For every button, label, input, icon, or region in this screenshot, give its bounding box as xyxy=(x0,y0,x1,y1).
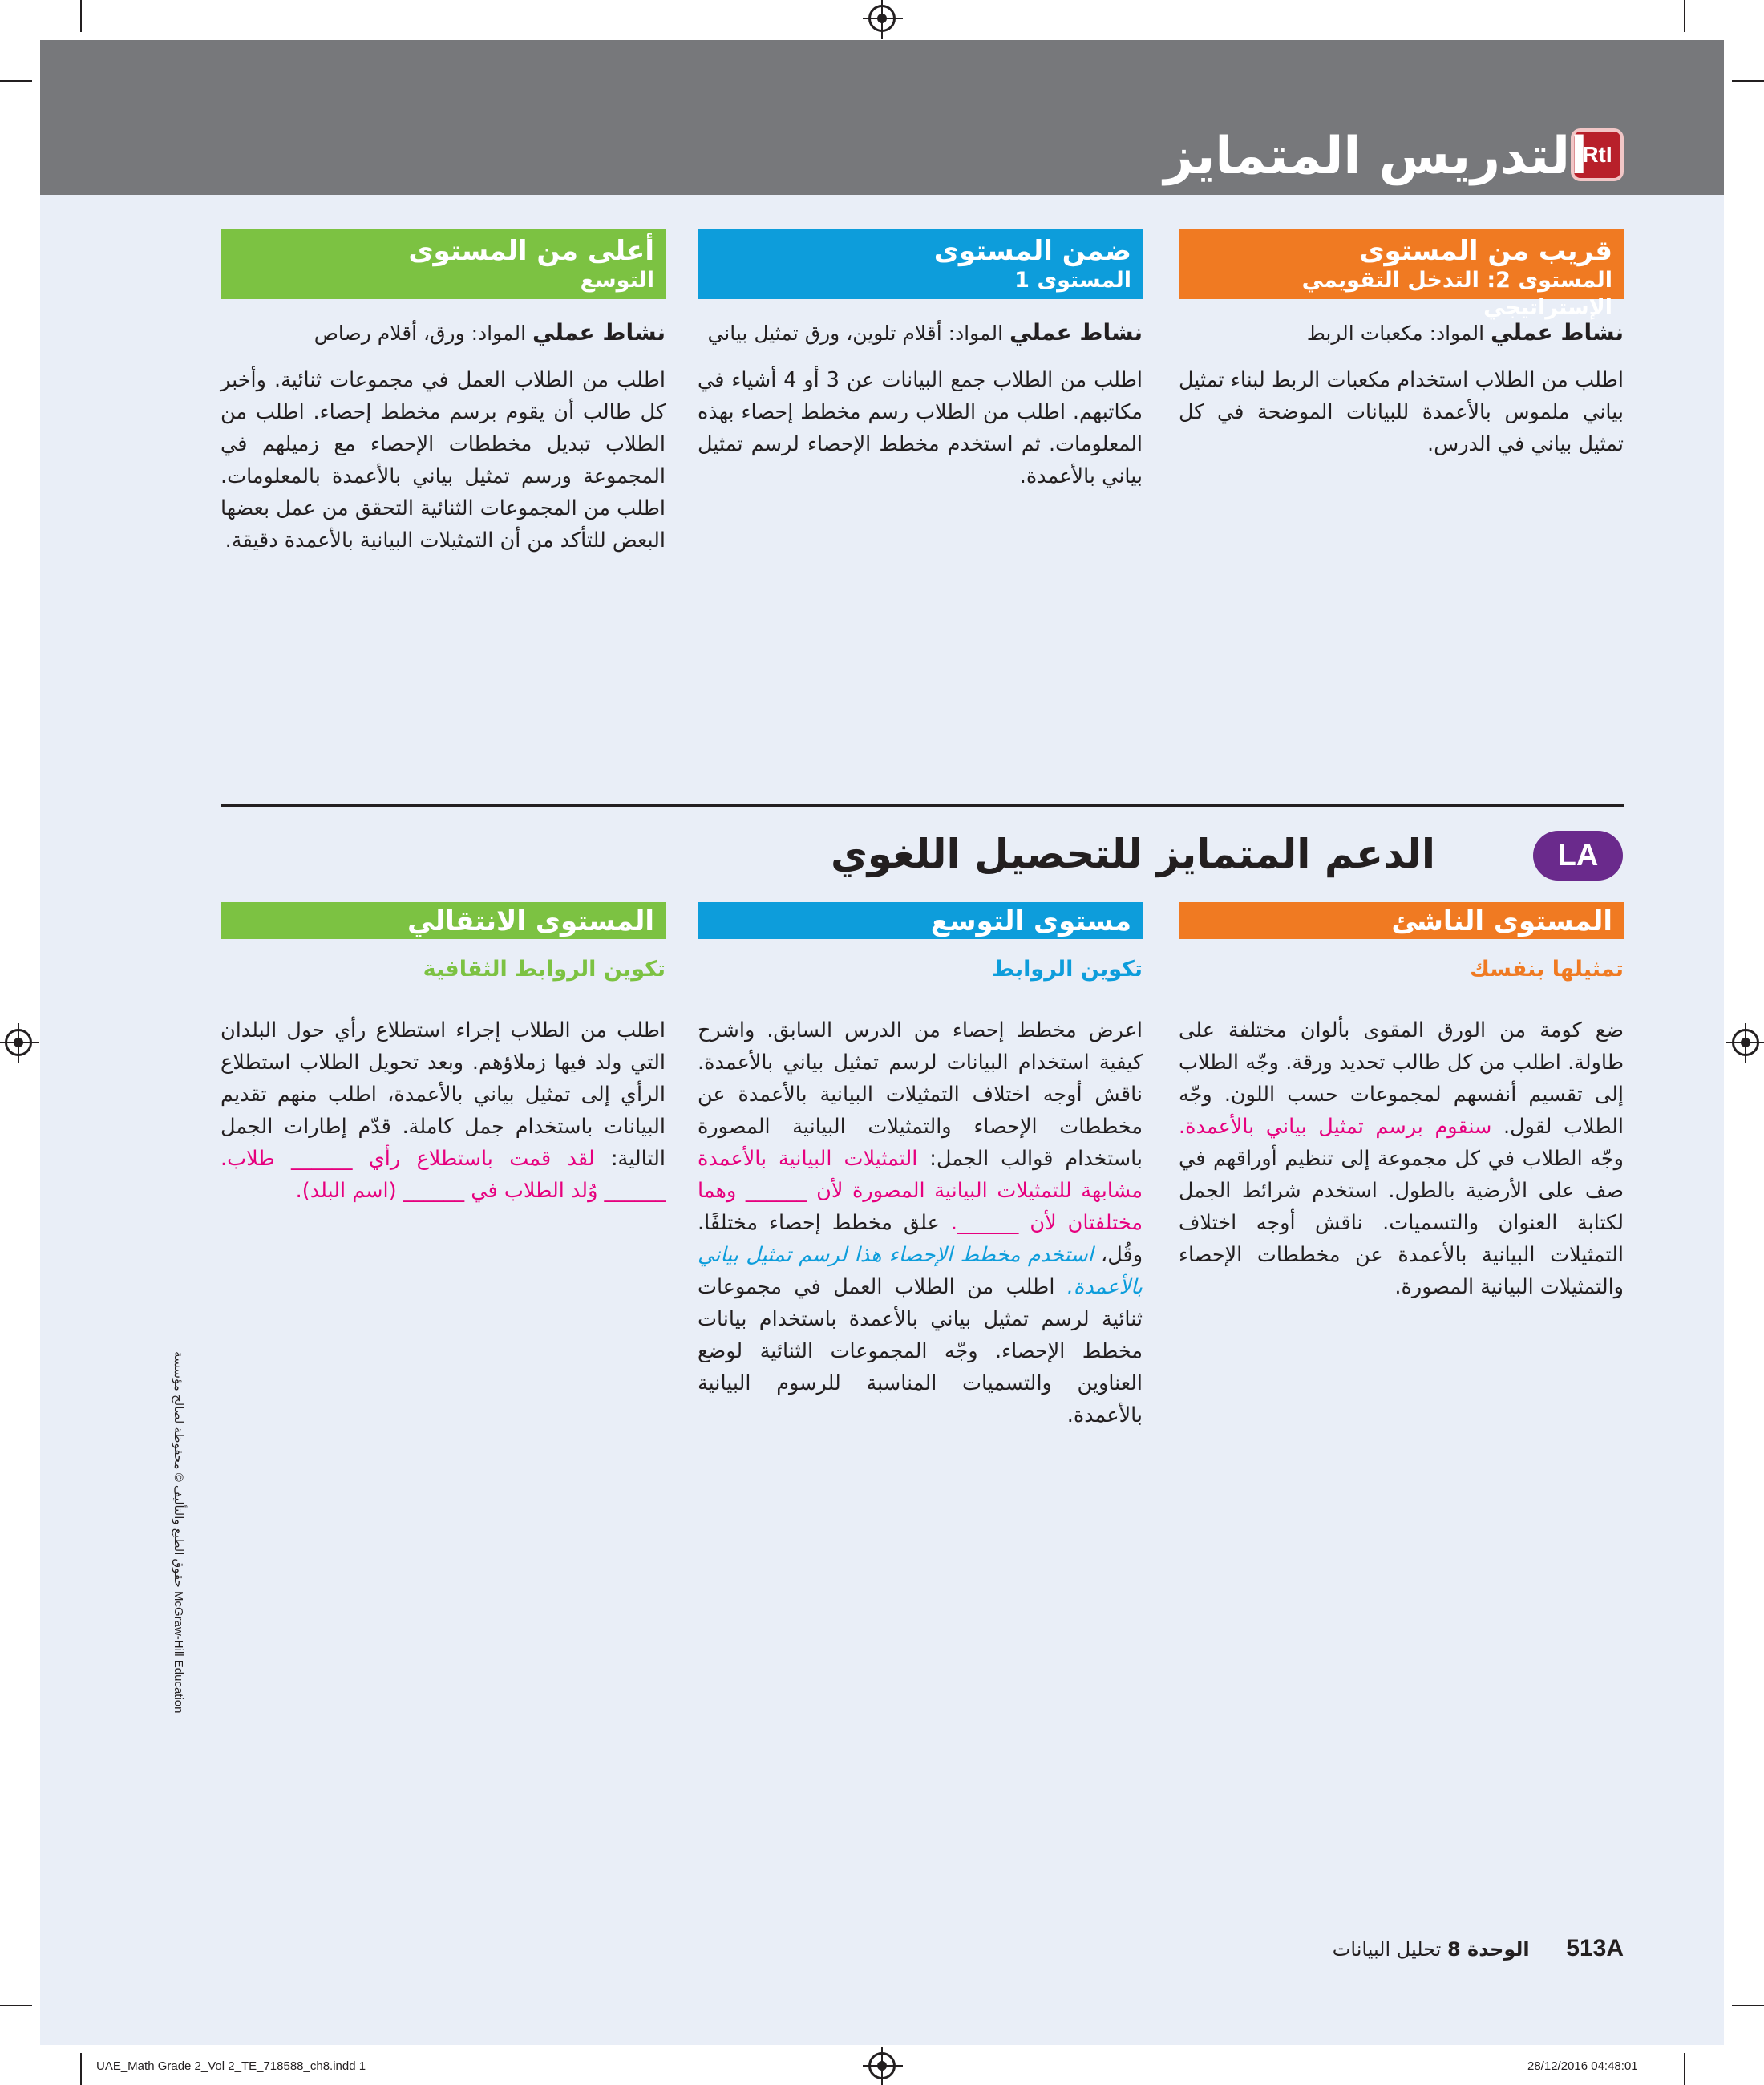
level-header xyxy=(1179,229,1624,320)
crop-mark xyxy=(1732,2005,1764,2006)
activity-line xyxy=(1179,317,1624,350)
sentence-frame: سنقوم برسم تمثيل بياني بالأعمدة. xyxy=(1179,1115,1492,1139)
strategy-title: تكوين الروابط الثقافية xyxy=(423,957,666,982)
strategy-title: تكوين الروابط xyxy=(992,957,1143,982)
la-badge: LA xyxy=(1533,831,1623,881)
rti-column-approaching xyxy=(1179,229,1624,460)
registration-mark-icon xyxy=(868,5,896,32)
level-title: المستوى الناشئ xyxy=(1391,905,1612,937)
print-slug-file: UAE_Math Grade 2_Vol 2_TE_718588_ch8.indd 1 xyxy=(96,2059,366,2073)
section-divider xyxy=(220,804,1624,807)
text-run: وجّه الطلاب في كل مجموعة إلى تنظيم أوراقهم في صف على الأرضية بالطول. استخدم شرائط الجمل لكتابة العنوان والتسميات. ناقش أوجه اختلاف التمثيلات البيانية بالأعمدة عن مخططات الإحصاء والتمثيلات البيانية المصورة. xyxy=(1179,1147,1624,1299)
level-header xyxy=(1179,902,1624,939)
level-header xyxy=(220,229,666,299)
materials-text: المواد: أقلام تلوين، ورق تمثيل بياني xyxy=(707,322,1004,345)
level-header xyxy=(220,902,666,939)
level-subtitle: المستوى 2: التدخل التقويمي الإستراتيجي xyxy=(1301,268,1612,320)
text-run: اعرض مخطط إحصاء من الدرس السابق. واشرح كيفية استخدام البيانات لرسم تمثيل بياني بالأعمدة. ناقش أوجه اختلاف التمثيلات البيانية بالأعمدة عن مخططات الإحصاء والتمثيلات البيانية المصورة باستخدام قوالب الجمل: xyxy=(698,1018,1143,1171)
rti-badge: RtI xyxy=(1571,128,1624,181)
level-header xyxy=(698,902,1143,939)
text-run: ضع كومة من الورق المقوى بألوان مختلفة على طاولة. اطلب من كل طالب تحديد ورقة. وجّه الطلاب إلى تقسيم أنفسهم لمجموعات حسب اللون. وجّه الطلاب لقول. xyxy=(1179,1018,1624,1139)
crop-mark xyxy=(1684,2053,1685,2085)
la-column-bridging xyxy=(220,902,666,1207)
level-header xyxy=(698,229,1143,299)
level-subtitle: المستوى 1 xyxy=(1014,268,1131,293)
strategy-text xyxy=(220,1014,666,1207)
page-number: 513A xyxy=(1566,1935,1624,1962)
la-column-emerging xyxy=(1179,902,1624,1303)
registration-mark-icon xyxy=(868,2052,896,2079)
teacher-prompt: استخدم مخطط الإحصاء هذا لرسم تمثيل بياني بالأعمدة. xyxy=(698,1243,1143,1299)
level-title: مستوى التوسع xyxy=(930,905,1131,937)
strategy-text xyxy=(1179,1014,1624,1303)
unit-label: الوحدة 8 xyxy=(1446,1938,1530,1961)
strategy-title: تمثيلها بنفسك xyxy=(1470,957,1624,982)
la-column-expanding xyxy=(698,902,1143,1431)
text-run: اطلب من الطلاب إجراء استطلاع رأي حول البلدان التي ولد فيها زملاؤهم. وبعد تحويل الطلاب استطلاع الرأي إلى تمثيل بياني بالأعمدة، اطلب منهم تقديم البيانات باستخدام جمل كاملة. قدّم إطارات الجمل التالية: xyxy=(220,1018,666,1171)
level-title: قريب من المستوى xyxy=(1359,235,1612,267)
sentence-frame: التمثيلات البيانية بالأعمدة مشابهة للتمثيلات البيانية المصورة لأن ______ وهما مختلفتان لأن ______. xyxy=(698,1147,1143,1235)
activity-text: اطلب من الطلاب العمل في مجموعات ثنائية. وأخبر كل طالب أن يقوم برسم مخطط إحصاء. اطلب من الطلاب تبديل مخططات الإحصاء مع زميلهم في المجموعة ورسم تمثيل بياني بالأعمدة بالمعلومات. اطلب من المجموعات الثنائية التحقق من عمل بعضها البعض للتأكد من أن التمثيلات البيانية بالأعمدة دقيقة. xyxy=(220,368,666,553)
level-title: أعلى من المستوى xyxy=(408,235,654,267)
activity-line xyxy=(698,317,1143,350)
strategy-text xyxy=(698,1014,1143,1431)
registration-mark-icon xyxy=(5,1029,32,1056)
print-slug-date: 28/12/2016 04:48:01 xyxy=(1527,2059,1638,2073)
page-footer xyxy=(1279,1929,1624,1969)
activity-label: نشاط عملي xyxy=(1490,319,1624,346)
level-subtitle: التوسع xyxy=(580,268,654,293)
crop-mark xyxy=(0,80,32,82)
materials-text: المواد: ورق، أقلام رصاص xyxy=(314,322,527,345)
registration-mark-icon xyxy=(1732,1029,1759,1056)
copyright-text: حقوق الطبع والتأليف © محفوظة لصالح مؤسسة McGraw-Hill Education xyxy=(172,1351,185,1714)
rti-column-beyond xyxy=(220,229,666,557)
text-run: اطلب من الطلاب العمل في مجموعات ثنائية لرسم تمثيل بياني بالأعمدة باستخدام بيانات مخطط الإحصاء. وجّه المجموعات الثنائية لوضع العناوين والتسميات المناسبة للرسوم البيانية بالأعمدة. xyxy=(698,1275,1143,1427)
activity-label: نشاط عملي xyxy=(1009,319,1143,346)
activity-line xyxy=(220,317,666,350)
crop-mark xyxy=(0,2005,32,2006)
activity-text: اطلب من الطلاب استخدام مكعبات الربط لبناء تمثيل بياني ملموس بالأعمدة للبيانات الموضحة في كل تمثيل بياني في الدرس. xyxy=(1179,368,1624,456)
level-title: المستوى الانتقالي xyxy=(407,905,654,937)
crop-mark xyxy=(80,0,82,32)
text-run: علق مخطط إحصاء مختلفًا. وقُل، xyxy=(698,1211,1143,1267)
level-title: ضمن المستوى xyxy=(933,235,1131,267)
crop-mark xyxy=(1732,80,1764,82)
rti-column-on-level xyxy=(698,229,1143,492)
page-title: التدريس المتمايز xyxy=(1163,127,1588,186)
crop-mark xyxy=(80,2053,82,2085)
unit-title: تحليل البيانات xyxy=(1332,1938,1442,1961)
materials-text: المواد: مكعبات الربط xyxy=(1306,322,1485,345)
section-title: الدعم المتمايز للتحصيل اللغوي xyxy=(830,831,1435,877)
activity-label: نشاط عملي xyxy=(532,319,666,346)
activity-text: اطلب من الطلاب جمع البيانات عن 3 أو 4 أشياء في مكاتبهم. اطلب من الطلاب رسم مخطط إحصاء بهذه المعلومات. ثم استخدم مخطط الإحصاء لرسم تمثيل بياني بالأعمدة. xyxy=(698,368,1143,488)
crop-mark xyxy=(1684,0,1685,32)
sentence-frame: لقد قمت باستطلاع رأي ______ طلاب. ______ وُلد الطلاب في ______ (اسم البلد). xyxy=(220,1147,666,1203)
